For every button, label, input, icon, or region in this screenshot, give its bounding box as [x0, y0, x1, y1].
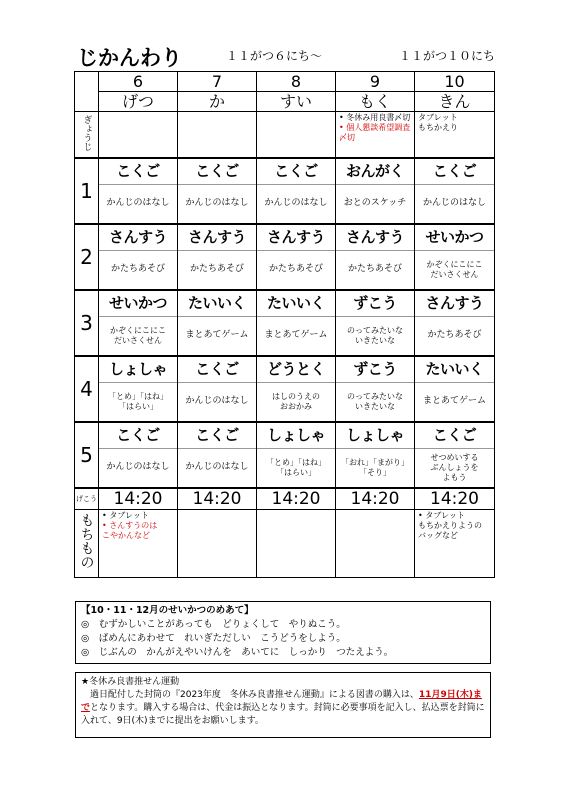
- activity-label: かんじのはなし: [106, 462, 170, 472]
- notice-body: [81, 689, 485, 728]
- subject-label: こくご: [178, 357, 256, 383]
- subject-label: さんすう: [257, 225, 335, 251]
- date-range-end: １１がつ１０にち: [399, 49, 496, 63]
- subject-label: しょしゃ: [336, 423, 414, 449]
- dismissal-time: 14:20: [415, 488, 495, 510]
- lesson-cell: [257, 422, 336, 488]
- period-row: [75, 158, 495, 224]
- goals-heading: 【10・11・12月のせいかつのめあて】: [81, 605, 254, 616]
- activity-label: まとあてゲーム: [422, 396, 486, 406]
- subject-label: さんすう: [99, 225, 177, 251]
- period-number: 3: [75, 290, 99, 356]
- lesson-cell: [415, 290, 495, 356]
- day-number: 7: [178, 72, 257, 92]
- lesson-cell: [178, 356, 257, 422]
- period-row: [75, 290, 495, 356]
- subject-label: ずこう: [336, 357, 414, 383]
- dismissal-time: 14:20: [257, 488, 336, 510]
- activity-label: 「とめ」「はね」 「はらい」: [108, 391, 168, 411]
- period-row: [75, 224, 495, 290]
- notice-deadline: 11月9日(木)まで: [81, 690, 482, 713]
- note-line: • 個人懇談希望調査〆切: [339, 123, 411, 142]
- subject-label: どうとく: [257, 357, 335, 383]
- day-name-row: [75, 92, 495, 112]
- subject-label: こくご: [99, 159, 177, 185]
- period-number: 5: [75, 422, 99, 488]
- activity-label: かぞくにこにこ だいさくせん: [110, 325, 166, 345]
- lesson-cell: [415, 224, 495, 290]
- mochimono-label: [75, 509, 99, 577]
- goals-box: [75, 601, 491, 664]
- subject-label: こくご: [178, 159, 256, 185]
- activity-label: はしのうえの おおかみ: [272, 391, 320, 411]
- dismissal-time: 14:20: [178, 488, 257, 510]
- day-number: 6: [99, 72, 178, 92]
- note-line: • タブレット: [102, 510, 149, 520]
- notice-heading: ★冬休み良書推せん運動: [81, 677, 180, 687]
- day-name: げつ: [99, 92, 178, 112]
- subject-label: こくご: [178, 423, 256, 449]
- day-name: もく: [336, 92, 415, 112]
- lesson-cell: [336, 290, 415, 356]
- gyouji-cell: [178, 112, 257, 158]
- notice-text-before: 過日配付した封筒の『2023年度 冬休み良書推せん運動』による図書の購入は、: [81, 690, 419, 700]
- lesson-cell: [336, 224, 415, 290]
- activity-label: まとあてゲーム: [185, 330, 249, 340]
- subject-label: さんすう: [415, 291, 494, 317]
- goal-item: ◎ むずかしいことがあっても どりょくして やりぬこう。: [81, 619, 346, 630]
- mochimono-cell: [257, 509, 336, 577]
- day-name: すい: [257, 92, 336, 112]
- day-number: 9: [336, 72, 415, 92]
- mochimono-row: [75, 509, 495, 577]
- gyouji-cell: [415, 112, 495, 158]
- activity-label: かんじのはなし: [264, 198, 328, 208]
- date-range-start: １１がつ６にち～: [226, 49, 323, 63]
- period-row: [75, 422, 495, 488]
- subject-label: せいかつ: [415, 225, 494, 251]
- note-line: こやかんなど: [102, 530, 150, 540]
- activity-label: のってみたいな いきたいな: [347, 391, 403, 411]
- timetable: [74, 71, 495, 578]
- note-line: • さんすうのは: [102, 520, 158, 530]
- notice-text-after: となります。購入する場合は、代金は振込となります。封筒に必要事項を記入し、払込票を封筒に入れて、9日(木)までに提出をお願いします。: [81, 703, 485, 726]
- lesson-cell: [178, 224, 257, 290]
- subject-label: しょしゃ: [99, 357, 177, 383]
- mochimono-cell: [415, 509, 495, 577]
- note-line: バッグなど: [418, 530, 458, 540]
- activity-label: かんじのはなし: [422, 198, 486, 208]
- mochimono-cell: [99, 509, 178, 577]
- lesson-cell: [336, 422, 415, 488]
- lesson-cell: [257, 224, 336, 290]
- subject-label: たいいく: [178, 291, 256, 317]
- lesson-cell: [178, 422, 257, 488]
- note-line: もちかえり: [418, 123, 458, 132]
- lesson-cell: [336, 158, 415, 224]
- activity-label: かんじのはなし: [185, 396, 249, 406]
- lesson-cell: [415, 356, 495, 422]
- period-number: 1: [75, 158, 99, 224]
- gyouji-cell: [257, 112, 336, 158]
- corner-cell: [75, 72, 99, 112]
- gyouji-label: [75, 112, 99, 158]
- activity-label: かんじのはなし: [185, 198, 249, 208]
- lesson-cell: [257, 158, 336, 224]
- lesson-cell: [178, 158, 257, 224]
- subject-label: たいいく: [415, 357, 494, 383]
- activity-label: 「おれ」「まがり」 「そり」: [341, 457, 409, 477]
- page-title: じかんわり: [77, 46, 182, 70]
- lesson-cell: [99, 290, 178, 356]
- lesson-cell: [99, 158, 178, 224]
- day-number: 10: [415, 72, 495, 92]
- activity-label: かんじのはなし: [106, 198, 170, 208]
- lesson-cell: [415, 158, 495, 224]
- lesson-cell: [257, 290, 336, 356]
- notice-box: [75, 672, 491, 738]
- activity-label: せつめいする ぶんしょうを よもう: [430, 452, 479, 482]
- subject-label: さんすう: [336, 225, 414, 251]
- activity-label: かんじのはなし: [185, 462, 249, 472]
- note-line: • 冬休み用良書〆切: [339, 113, 411, 122]
- activity-label: かぞくにこにこ だいさくせん: [426, 259, 483, 279]
- activity-label: まとあてゲーム: [264, 330, 328, 340]
- day-number-row: [75, 72, 495, 92]
- activity-label: かたちあそび: [189, 264, 244, 274]
- gyouji-cell: [336, 112, 415, 158]
- subject-label: こくご: [257, 159, 335, 185]
- period-number: 2: [75, 224, 99, 290]
- subject-label: ずこう: [336, 291, 414, 317]
- note-line: タブレット: [418, 113, 458, 122]
- dismissal-time: 14:20: [99, 488, 178, 510]
- subject-label: せいかつ: [99, 291, 177, 317]
- activity-label: かたちあそび: [347, 264, 402, 274]
- mochimono-cell: [336, 509, 415, 577]
- subject-label: しょしゃ: [257, 423, 335, 449]
- subject-label: おんがく: [336, 159, 414, 185]
- gekou-row: [75, 488, 495, 510]
- goal-item: ◎ じぶんの かんがえやいけんを あいてに しっかり つたえよう。: [81, 647, 394, 658]
- mochimono-label-text: もちもの: [78, 512, 95, 569]
- note-line: もちかえりようの: [418, 520, 482, 530]
- activity-label: 「とめ」「はね」 「はらい」: [266, 457, 326, 477]
- dismissal-time: 14:20: [336, 488, 415, 510]
- activity-label: かたちあそび: [427, 330, 482, 340]
- lesson-cell: [99, 422, 178, 488]
- subject-label: さんすう: [178, 225, 256, 251]
- subject-label: こくご: [415, 423, 494, 449]
- note-line: • タブレット: [418, 510, 465, 520]
- goal-item: ◎ ばめんにあわせて れいぎただしい こうどうをしよう。: [81, 633, 346, 644]
- lesson-cell: [415, 422, 495, 488]
- period-number: 4: [75, 356, 99, 422]
- day-name: か: [178, 92, 257, 112]
- subject-label: こくご: [415, 159, 494, 185]
- activity-label: かたちあそび: [110, 264, 165, 274]
- subject-label: たいいく: [257, 291, 335, 317]
- lesson-cell: [99, 224, 178, 290]
- mochimono-cell: [178, 509, 257, 577]
- lesson-cell: [99, 356, 178, 422]
- subject-label: こくご: [99, 423, 177, 449]
- gyouji-label-text: ぎょうじ: [81, 114, 92, 151]
- gyouji-row: [75, 112, 495, 158]
- activity-label: おとのスケッチ: [343, 198, 407, 208]
- gekou-label: げこう: [75, 488, 99, 510]
- activity-label: かたちあそび: [268, 264, 323, 274]
- activity-label: のってみたいな いきたいな: [347, 325, 403, 345]
- day-number: 8: [257, 72, 336, 92]
- lesson-cell: [336, 356, 415, 422]
- lesson-cell: [178, 290, 257, 356]
- day-name: きん: [415, 92, 495, 112]
- lesson-cell: [257, 356, 336, 422]
- gyouji-cell: [99, 112, 178, 158]
- period-row: [75, 356, 495, 422]
